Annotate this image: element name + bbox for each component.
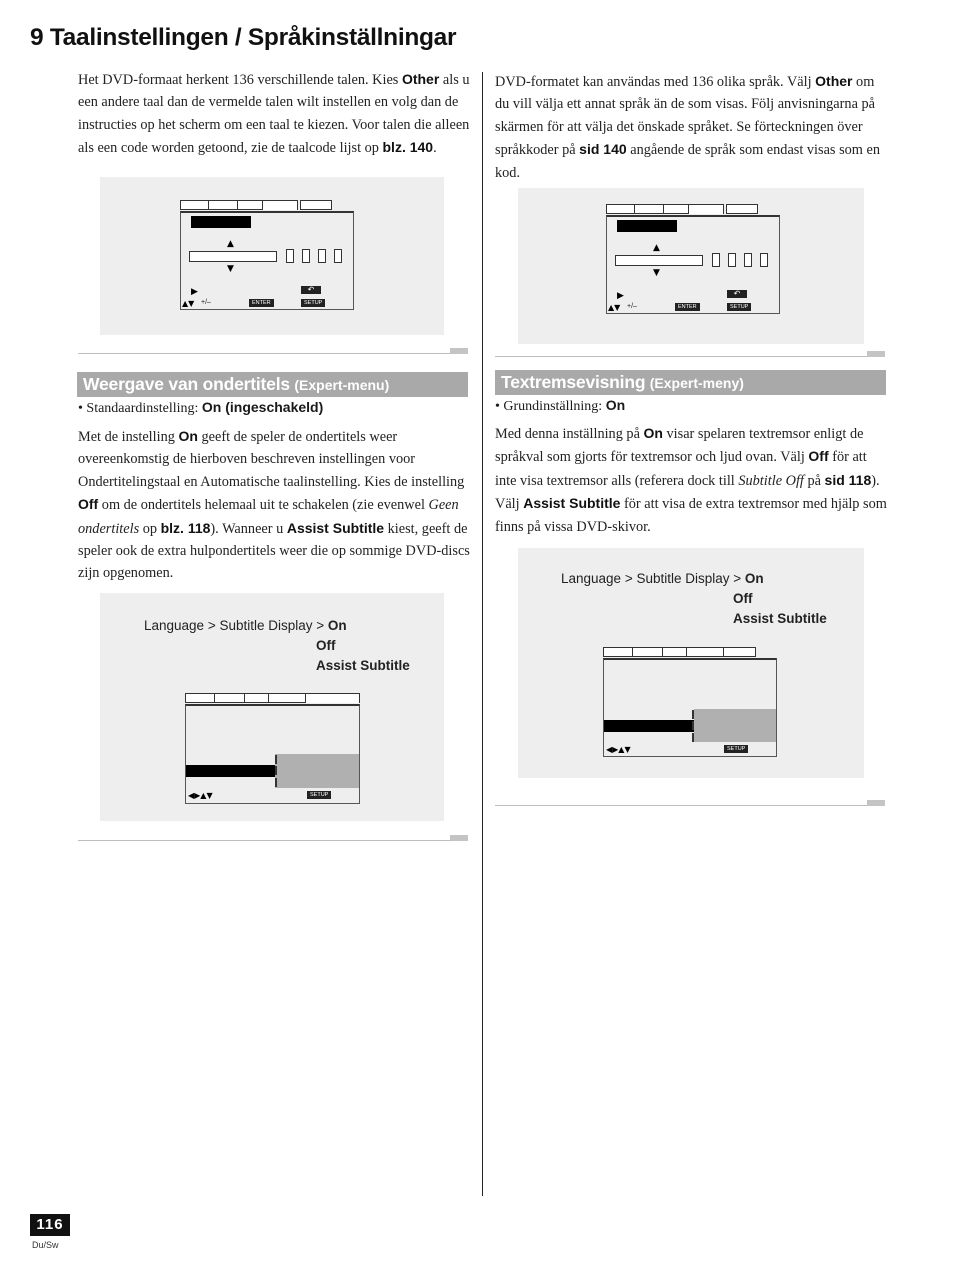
triangle-left-icon: ◀▶▲▼ [606,745,631,754]
osd-tab [723,647,756,657]
setup-button-icon: SETUP [301,299,325,307]
osd-tab [634,204,664,214]
option-marker [692,710,694,719]
intro-paragraph-sv: DVD-formatet kan användas med 136 olika språk. Välj Other om du vill välja ett annat språk än de som visas. Följ anvisningarna på skärmen för att välja det önskade språket. Se förteckningen över språkkoder på sid 140 angående de språk som endast visas som en kod. [495,73,880,181]
triangle-up-icon: ▲ [653,243,660,253]
osd-tab [603,647,633,657]
triangle-up-icon: ▲ [227,239,234,249]
digit-box [318,249,326,263]
osd-tab-active [305,693,360,703]
osd-panel [185,704,360,804]
plus-minus-label: +/– [201,299,211,306]
selected-bar [186,765,275,777]
option-marker [275,755,277,764]
section-heading-subtitle-display-sv: Textremsevisning (Expert-meny) [495,370,886,395]
section-heading-subtitle-display-nl: Weergave van ondertitels (Expert-menu) [77,372,468,397]
option-off: Off [316,638,336,653]
section-rule-tab [867,800,885,806]
triangle-down-icon: ▼ [227,264,234,274]
triangle-right-icon: ▶ [617,291,624,301]
digit-box [728,253,736,267]
code-input-field [615,255,703,266]
section-rule [78,353,450,354]
digit-box [286,249,294,263]
option-off: Off [733,591,753,606]
osd-panel [603,658,777,757]
osd-tab [237,200,263,210]
setup-button-icon: SETUP [307,791,331,799]
selected-bar [604,720,694,732]
enter-button-icon: ENTER [249,299,274,307]
menu-path: Language > Subtitle Display > On [144,618,347,633]
figure-subtitle-display-menu [518,548,864,778]
plus-minus-label: +/– [627,303,637,310]
section-rule-tab [450,348,468,354]
osd-tab [726,204,758,214]
section-rule [495,356,867,357]
page-title: 9 Taalinstellingen / Språkinställningar [30,24,457,51]
section-rule-tab [867,351,885,357]
options-panel [694,709,776,742]
osd-tab [244,693,269,703]
digit-box [760,253,768,267]
triangle-right-icon: ▶ [191,287,198,297]
setup-button-icon: SETUP [727,303,751,311]
figure-language-code-screen [518,188,864,344]
osd-tab [662,647,687,657]
osd-tab [208,200,238,210]
osd-panel [180,211,354,310]
osd-tab-active [688,204,724,214]
figure-subtitle-display-menu [100,593,444,821]
triangle-left-icon: ◀▶▲▼ [188,791,213,800]
triangle-up-icon: ▲▼ [608,303,621,312]
column-divider [482,72,483,1196]
menu-path: Language > Subtitle Display > On [561,571,764,586]
osd-tab [180,200,209,210]
triangle-up-icon: ▲▼ [182,299,195,308]
osd-screen [606,204,780,314]
osd-tab [663,204,689,214]
digit-box [744,253,752,267]
triangle-down-icon: ▼ [653,268,660,278]
option-assist-subtitle: Assist Subtitle [733,611,827,626]
digit-box [334,249,342,263]
enter-button-icon: ENTER [675,303,700,311]
option-marker [275,766,277,775]
default-setting-sv: • Grundinställning: On [495,397,626,414]
default-setting-nl: • Standaardinstelling: On (ingeschakeld) [78,399,324,416]
section-rule [495,805,867,806]
setup-button-icon: SETUP [724,745,748,753]
selected-bar [191,216,251,228]
osd-tab [268,693,306,703]
section-rule-tab [450,835,468,841]
osd-tab [606,204,635,214]
osd-panel [606,215,780,314]
language-code: Du/Sw [32,1240,59,1250]
section-paragraph-sv: Med denna inställning på On visar spelaren textremsor enligt de språkval som gjorts för textremsor och ljud ovan. Välj Off för att inte visa textremsor alls (referera dock till Subtitle Off på sid 118). Välj Assist Subtitle för att visa de extra textremsor med hjälp som finns på vissa DVD-skivor. [495,425,887,535]
intro-paragraph-nl: Het DVD-formaat herkent 136 verschillende talen. Kies Other als u een andere taal dan de vermelde talen wilt instellen en volg dan de instructies op het scherm om een taal te kiezen. Voor talen die alleen als een code worden getoond, zie de taalcode lijst op blz. 140. [78,71,470,157]
return-arrow-icon: ↶ [301,286,321,294]
options-panel [275,754,359,788]
page-number: 116 [30,1214,70,1236]
return-arrow-icon: ↶ [727,290,747,298]
osd-tab [214,693,245,703]
osd-tab [185,693,215,703]
osd-screen [180,200,354,310]
digit-box [302,249,310,263]
osd-tab [300,200,332,210]
osd-tab [632,647,663,657]
option-marker [692,733,694,742]
osd-screen [185,693,360,804]
osd-screen [603,647,777,757]
section-rule [78,840,450,841]
figure-language-code-screen [100,177,444,335]
osd-tab [686,647,724,657]
option-marker [692,721,694,730]
digit-box [712,253,720,267]
section-paragraph-nl: Met de instelling On geeft de speler de ondertitels weer overeenkomstig de hierboven beschreven instellingen voor Ondertitelingstaal en Automatische taalinstelling. Kies de instelling Off om de ondertitels helemaal uit te schakelen (zie evenwel Geen ondertitels op blz. 118). Wanneer u Assist Subtitle kiest, geeft de speler ook de extra hulpondertitels weer die op sommige DVD-discs zijn opgenomen. [78,428,470,582]
selected-bar [617,220,677,232]
osd-tab-active [262,200,298,210]
code-input-field [189,251,277,262]
option-marker [275,778,277,787]
option-assist-subtitle: Assist Subtitle [316,658,410,673]
